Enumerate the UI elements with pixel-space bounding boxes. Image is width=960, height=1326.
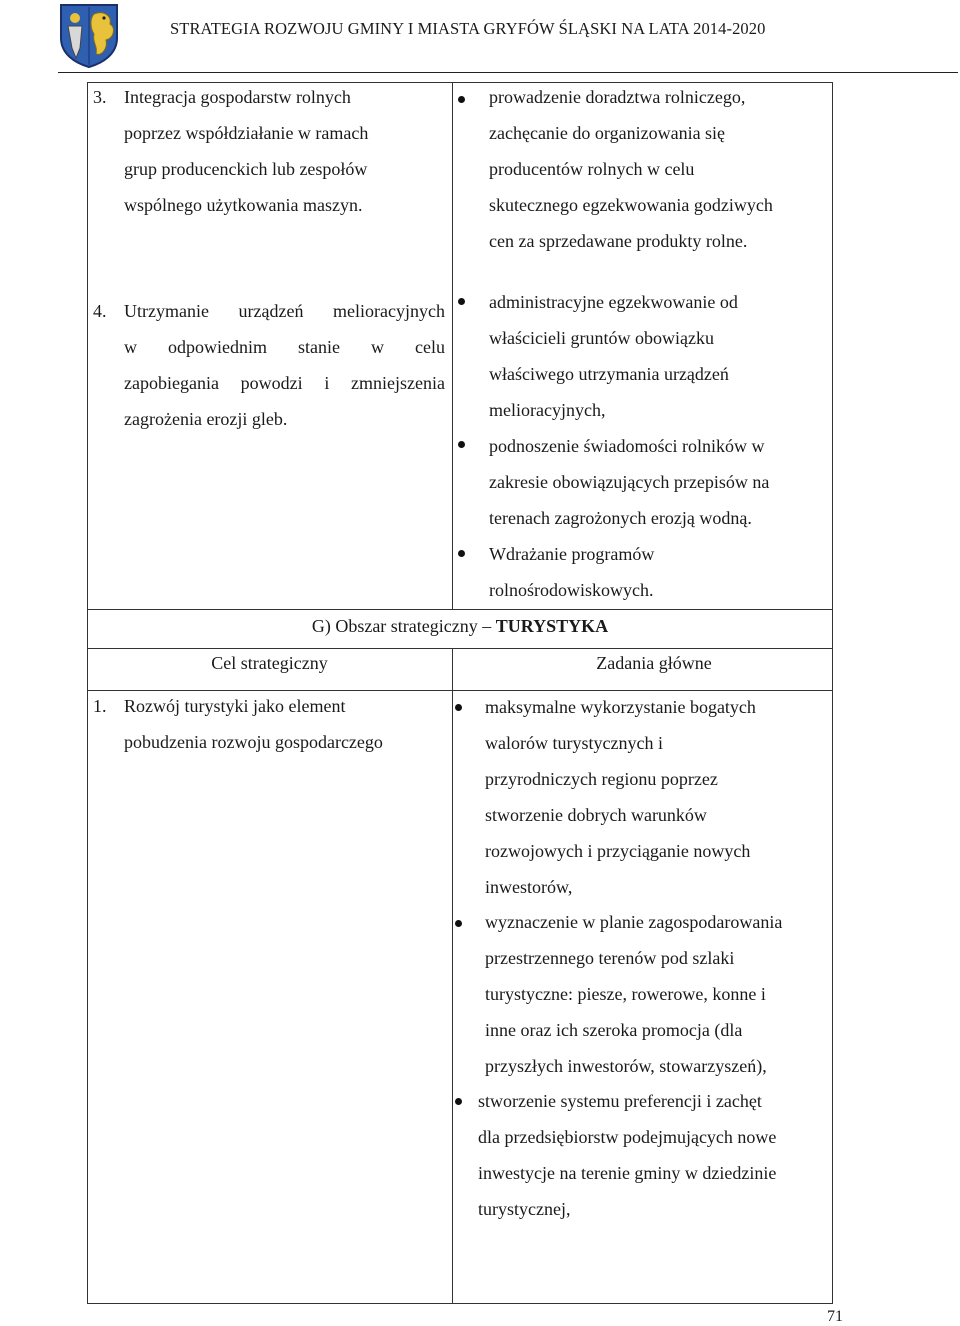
section-name: TURYSTYKA [495,616,609,636]
strategic-goal-text: Integracja gospodarstw rolnych poprzez współdziałanie w ramach grup producenckich lub zespołów wspólnego użytkowania maszyn. [124,87,369,215]
table-border-bottom [87,1303,833,1304]
column-header-tasks: Zadania główne [596,653,712,673]
row-number: 4. [93,301,107,321]
strategic-goal-text: Rozwój turystyki jako element pobudzenia rozwoju gospodarczego [124,696,383,752]
task-item: administracyjne egzekwowanie od właścicieli gruntów obowiązku właściwego utrzymania urządzeń melioracyjnych, [489,292,738,420]
bullet-icon [458,96,465,103]
row-number: 3. [93,87,107,107]
header-divider [58,72,958,73]
task-item: wyznaczenie w planie zagospodarowania przestrzennego terenów pod szlaki turystyczne: piesze, rowerowe, konne i inne oraz ich szeroka promocja (dla przyszłych inwestorów, stowarzyszeń), [485,912,783,1076]
task-item: podnoszenie świadomości rolników w zakresie obowiązujących przepisów na terenach zagrożonych erozją wodną. [489,436,770,528]
bullet-icon [455,920,462,927]
row-number: 1. [93,696,107,716]
row-divider [87,648,833,649]
page-number: 71 [827,1308,843,1325]
column-divider [452,82,453,609]
task-item: maksymalne wykorzystanie bogatych walorów turystycznych i przyrodniczych regionu poprzez stworzenie dobrych warunków rozwojowych i przyciąganie nowych inwestorów, [485,697,756,897]
bullet-icon [455,1098,462,1105]
column-divider [452,648,453,1304]
document-header-title: STRATEGIA ROZWOJU GMINY I MIASTA GRYFÓW ŚLĄSKI NA LATA 2014-2020 [170,19,766,38]
section-heading: G) Obszar strategiczny – TURYSTYKA [311,616,609,636]
row-divider [87,609,833,610]
bullet-icon [458,441,465,448]
task-item: stworzenie systemu preferencji i zachęt dla przedsiębiorstw podejmujących nowe inwestycje na terenie gminy w dziedzinie turystycznej, [478,1091,777,1219]
bullet-icon [458,298,465,305]
bullet-icon [455,704,462,711]
bullet-icon [458,550,465,557]
table-border-left [87,82,88,1304]
column-header-goal: Cel strategiczny [211,653,328,673]
coat-of-arms-icon [58,2,120,68]
strategic-goal-text: Utrzymanie urządzeń melioracyjnych w odpowiednim stanie w celu zapobiegania powodzi i zmniejszenia zagrożenia erozji gleb. [124,301,445,429]
table-border-right [832,82,833,1304]
task-item: Wdrażanie programów rolnośrodowiskowych. [489,544,655,600]
task-item: prowadzenie doradztwa rolniczego, zachęcanie do organizowania się producentów rolnych w celu skutecznego egzekwowania godziwych cen za sprzedawane produkty rolne. [489,87,773,251]
